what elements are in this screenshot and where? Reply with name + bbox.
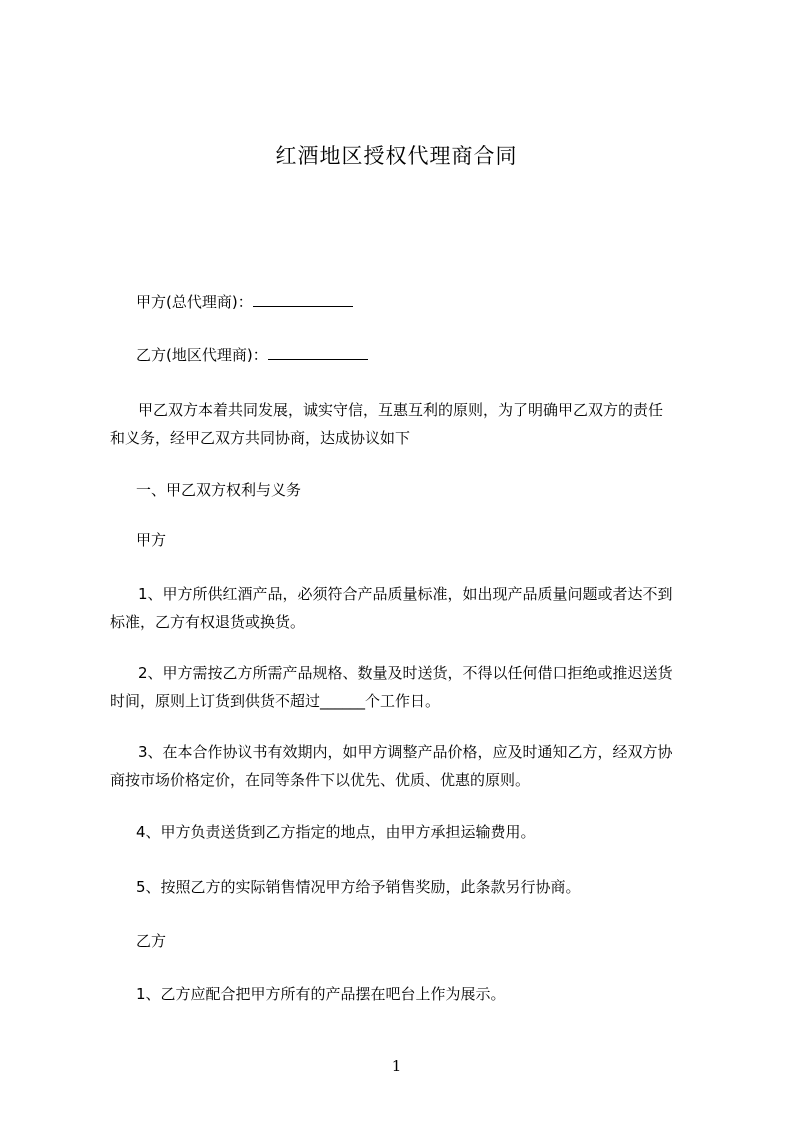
party-a-line — [110, 291, 736, 312]
a-clause-1-line-2: 标准，乙方有权退货或换货。 — [110, 613, 306, 631]
party-a-blank — [253, 291, 353, 307]
a-clause-3-line-1: 3、在本合作协议书有效期内，如甲方调整产品价格，应及时通知乙方，经双方协 — [138, 743, 673, 761]
a-clause-2-blank: ______ — [320, 692, 366, 710]
a-clause-1-line-1: 1、甲方所供红酒产品，必须符合产品质量标准，如出现产品质量问题或者达不到 — [138, 585, 673, 603]
document-title: 红酒地区授权代理商合同 — [275, 144, 518, 168]
party-b-heading: 乙方 — [136, 932, 167, 950]
party-a-label: 甲方(总代理商)： — [136, 293, 253, 311]
party-a-heading: 甲方 — [136, 531, 167, 549]
a-clause-2-line-2 — [110, 691, 710, 711]
party-b-line — [110, 344, 736, 365]
intro-line-1: 甲乙双方本着共同发展，诚实守信，互惠互利的原则，为了明确甲乙双方的责任 — [138, 401, 664, 419]
party-b-label: 乙方(地区代理商)： — [136, 346, 268, 364]
b-clause-1: 1、乙方应配合把甲方所有的产品摆在吧台上作为展示。 — [136, 985, 506, 1003]
page-number: 1 — [391, 1057, 402, 1075]
a-clause-2-text: 时间，原则上订货到供货不超过 — [110, 692, 321, 710]
a-clause-5: 5、按照乙方的实际销售情况甲方给予销售奖励，此条款另行协商。 — [136, 878, 581, 896]
section-1-heading: 一、甲乙双方权利与义务 — [136, 481, 302, 499]
a-clause-4: 4、甲方负责送货到乙方指定的地点，由甲方承担运输费用。 — [136, 823, 536, 841]
intro-line-2: 和义务，经甲乙双方共同协商，达成协议如下 — [110, 429, 411, 447]
a-clause-2-line-1: 2、甲方需按乙方所需产品规格、数量及时送货，不得以任何借口拒绝或推迟送货 — [138, 664, 673, 682]
a-clause-3-line-2: 商按市场价格定价，在同等条件下以优先、优质、优惠的原则。 — [110, 771, 531, 789]
a-clause-2-text-end: 个工作日。 — [365, 692, 441, 710]
party-b-blank — [268, 344, 368, 360]
